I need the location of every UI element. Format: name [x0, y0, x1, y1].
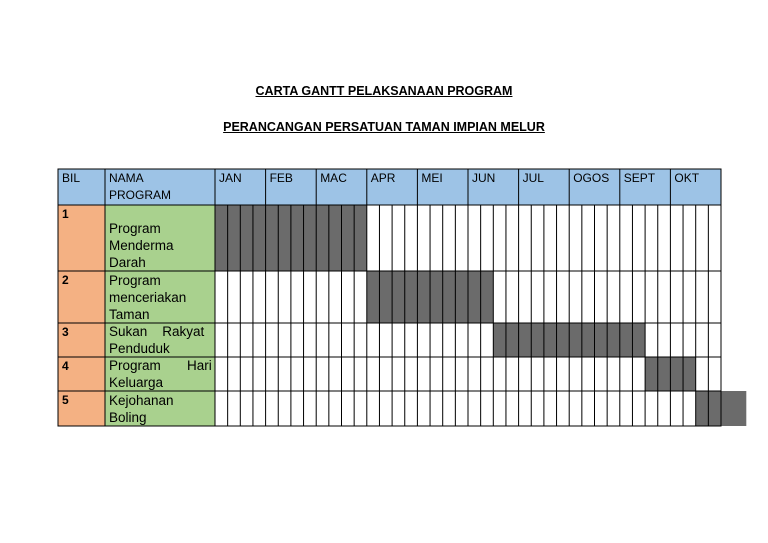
program-name: Program	[109, 221, 161, 236]
program-name: Boling	[109, 410, 147, 425]
program-name: Kejohanan	[109, 393, 174, 408]
month-header-okt: OKT	[674, 171, 700, 185]
header-program: NAMA	[109, 171, 144, 185]
program-name: Sukan Rakyat	[109, 324, 205, 339]
month-header-mac: MAC	[320, 171, 347, 185]
header-program: PROGRAM	[109, 188, 172, 202]
header-bil: BIL	[62, 171, 81, 185]
program-name: Penduduk	[109, 341, 170, 356]
month-header-sept: SEPT	[623, 171, 656, 185]
program-name: Menderma	[109, 238, 174, 253]
month-header-jul: JUL	[522, 171, 544, 185]
row-bil: 5	[62, 393, 69, 407]
month-header-feb: FEB	[269, 171, 293, 185]
program-name: Keluarga	[109, 375, 164, 390]
month-header-jun: JUN	[472, 171, 496, 185]
program-name: Darah	[109, 255, 146, 270]
month-header-apr: APR	[370, 171, 396, 185]
row-bil: 1	[62, 207, 69, 221]
program-name: Taman	[109, 307, 150, 322]
row-bil: 4	[62, 359, 69, 373]
page-title: CARTA GANTT PELAKSANAAN PROGRAM	[255, 84, 513, 98]
month-header-jan: JAN	[219, 171, 242, 185]
program-name: menceriakan	[109, 290, 187, 305]
page-subtitle: PERANCANGAN PERSATUAN TAMAN IMPIAN MELUR	[223, 120, 545, 134]
month-header-mei: MEI	[421, 171, 443, 185]
row-bil: 3	[62, 325, 69, 339]
program-name: Program Hari	[109, 358, 212, 373]
row-bil: 2	[62, 273, 69, 287]
program-name: Program	[109, 273, 161, 288]
month-header-ogos: OGOS	[573, 171, 610, 185]
